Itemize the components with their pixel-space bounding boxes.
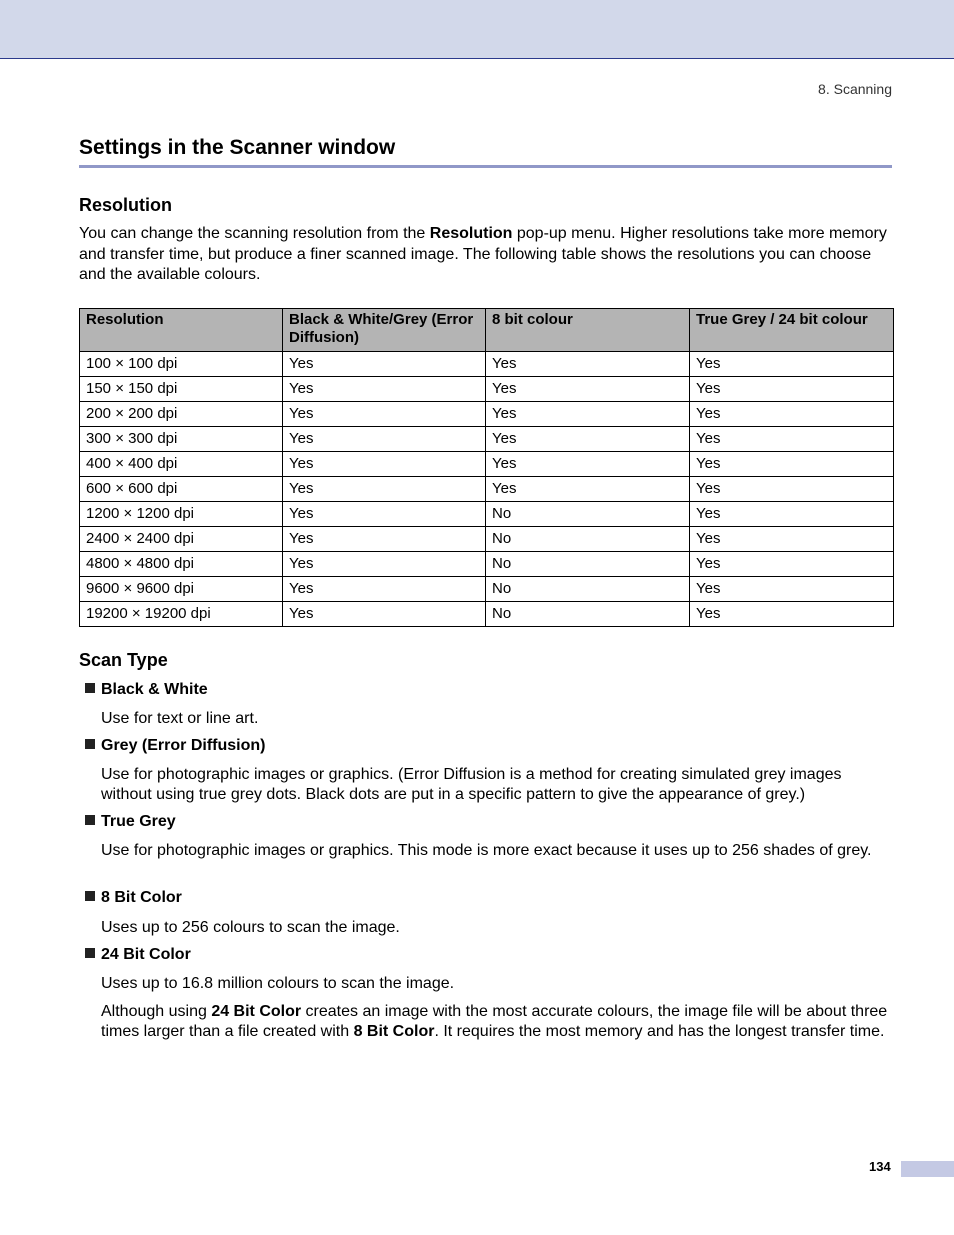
table-cell: 400 × 400 dpi: [80, 452, 283, 477]
scan-type-item: 24 Bit Color: [85, 946, 191, 964]
table-row: [80, 477, 894, 502]
table-row: [80, 402, 894, 427]
table-cell: 2400 × 2400 dpi: [80, 527, 283, 552]
scan-type-note: Although using 24 Bit Color creates an image with the most accurate colours, the image file will be about three times larger than a file created with 8 Bit Color. It requires the most memory and has the longest transfer time.: [101, 1003, 888, 1040]
resolution-menu-name: Resolution: [429, 225, 513, 242]
scan-type-desc: Uses up to 256 colours to scan the image.: [101, 919, 400, 936]
scan-type-desc: Uses up to 16.8 million colours to scan the image.: [101, 975, 455, 992]
table-cell: Yes: [690, 377, 894, 402]
bullet-square-icon: [85, 948, 95, 958]
scan-type-desc: Use for photographic images or graphics. This mode is more exact because it uses up to 256 shades of grey.: [101, 842, 872, 859]
table-cell: Yes: [283, 527, 486, 552]
table-cell: Yes: [486, 377, 690, 402]
table-body: [80, 352, 894, 627]
bullet-square-icon: [85, 815, 95, 825]
header-band: [0, 0, 954, 59]
column-header: 8 bit colour: [486, 309, 690, 352]
table-cell: Yes: [690, 502, 894, 527]
table-cell: Yes: [283, 402, 486, 427]
bullet-square-icon: [85, 739, 95, 749]
table-cell: Yes: [690, 452, 894, 477]
table-cell: 150 × 150 dpi: [80, 377, 283, 402]
column-header: True Grey / 24 bit colour: [690, 309, 894, 352]
scan-type-item: Grey (Error Diffusion): [85, 737, 265, 755]
table-cell: Yes: [486, 427, 690, 452]
table-cell: No: [486, 527, 690, 552]
table-cell: Yes: [486, 452, 690, 477]
resolution-intro: You can change the scanning resolution from the Resolution pop-up menu. Higher resolutions take more memory and transfer time, but produce a finer scanned image. The following table shows the resolutions you can choose and the available colours.: [79, 225, 887, 283]
table-row: [80, 552, 894, 577]
chapter-label: 8. Scanning: [818, 81, 892, 97]
table-cell: 19200 × 19200 dpi: [80, 602, 283, 627]
table-cell: 1200 × 1200 dpi: [80, 502, 283, 527]
scan-type-desc: Use for text or line art.: [101, 710, 259, 727]
table-cell: 200 × 200 dpi: [80, 402, 283, 427]
table-cell: 600 × 600 dpi: [80, 477, 283, 502]
table-cell: Yes: [283, 477, 486, 502]
table-cell: Yes: [690, 427, 894, 452]
bullet-square-icon: [85, 683, 95, 693]
table-row: [80, 602, 894, 627]
table-row: [80, 427, 894, 452]
table-cell: Yes: [283, 352, 486, 377]
scan-type-item: True Grey: [85, 813, 176, 831]
table-cell: Yes: [283, 377, 486, 402]
table-cell: 4800 × 4800 dpi: [80, 552, 283, 577]
table-cell: 9600 × 9600 dpi: [80, 577, 283, 602]
title-rule: [79, 165, 892, 168]
table-cell: Yes: [690, 552, 894, 577]
table-header-row: [80, 309, 894, 352]
column-header: Resolution: [80, 309, 283, 352]
table-cell: Yes: [283, 427, 486, 452]
table-cell: No: [486, 502, 690, 527]
table-cell: Yes: [690, 352, 894, 377]
table-cell: Yes: [283, 502, 486, 527]
table-cell: Yes: [486, 477, 690, 502]
table-cell: Yes: [690, 577, 894, 602]
table-cell: No: [486, 602, 690, 627]
table-cell: No: [486, 577, 690, 602]
table-cell: Yes: [690, 602, 894, 627]
scan-type-item: 8 Bit Color: [85, 889, 182, 907]
page-number: 134: [869, 1159, 891, 1174]
table-row: [80, 502, 894, 527]
table-row: [80, 527, 894, 552]
page-title: Settings in the Scanner window: [79, 136, 396, 159]
page-tab: [901, 1161, 954, 1177]
table-row: [80, 377, 894, 402]
table-cell: Yes: [283, 602, 486, 627]
table-cell: 100 × 100 dpi: [80, 352, 283, 377]
table-cell: Yes: [690, 527, 894, 552]
table-cell: No: [486, 552, 690, 577]
table-cell: Yes: [690, 477, 894, 502]
table-cell: Yes: [690, 402, 894, 427]
table-row: [80, 352, 894, 377]
resolution-table: [79, 308, 894, 627]
scan-type-item: Black & White: [85, 681, 208, 699]
table-cell: Yes: [486, 402, 690, 427]
table-row: [80, 577, 894, 602]
scan-type-desc: Use for photographic images or graphics. (Error Diffusion is a method for creating simulated grey images without using true grey dots. Black dots are put in a specific pattern to give the appearance of grey.): [101, 766, 842, 803]
column-header: Black & White/Grey (Error Diffusion): [283, 309, 486, 352]
table-cell: Yes: [283, 452, 486, 477]
resolution-heading: Resolution: [79, 195, 172, 215]
table-cell: Yes: [283, 552, 486, 577]
table-cell: Yes: [283, 577, 486, 602]
table-cell: 300 × 300 dpi: [80, 427, 283, 452]
table-cell: Yes: [486, 352, 690, 377]
scan-type-heading: Scan Type: [79, 650, 168, 670]
table-row: [80, 452, 894, 477]
bullet-square-icon: [85, 891, 95, 901]
